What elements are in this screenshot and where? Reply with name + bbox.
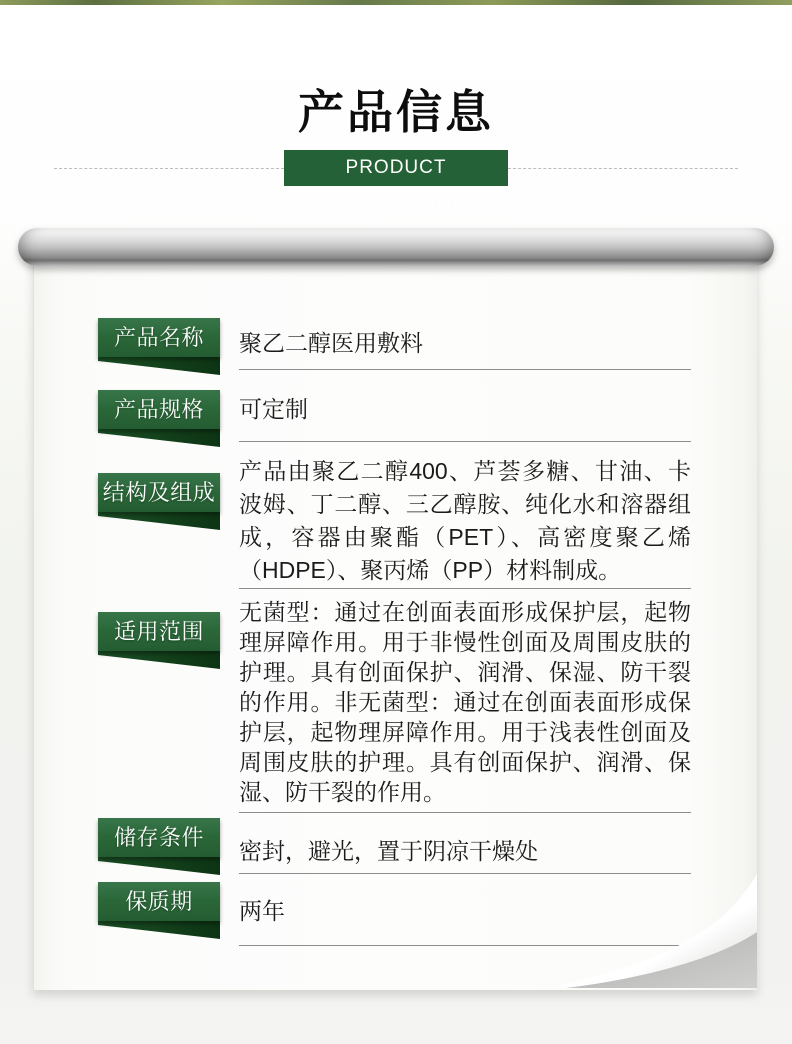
- subtitle-row: [54, 150, 738, 214]
- label-badge-application-scope: [98, 612, 220, 670]
- label-text: 结构及组成: [98, 473, 220, 512]
- label-badge-storage-conditions: [98, 818, 220, 876]
- badge-fold: [98, 356, 220, 375]
- dashed-line-right: [508, 168, 738, 169]
- value-application-scope: 无菌型：通过在创面表面形成保护层，起物理屏障作用。用于非慢性创面及周围皮肤的护理。具有创面保护、润滑、保湿、防干裂的作用。非无菌型：通过在创面表面形成保护层，起物理屏障作用。用于浅表性创面及周围皮肤的护理。具有创面保护、润滑、保湿、防干裂的作用。: [239, 597, 691, 813]
- label-badge-product-spec: [98, 390, 220, 448]
- value-composition: 产品由聚乙二醇400、芦荟多糖、甘油、卡波姆、丁二醇、三乙醇胺、纯化水和溶器组成，容器由聚酯（PET）、高密度聚乙烯（HDPE）、聚丙烯（PP）材料制成。: [239, 455, 691, 589]
- label-text: 产品规格: [98, 390, 220, 429]
- badge-fold: [98, 650, 220, 669]
- value-storage-conditions: 密封，避光，置于阴凉干燥处: [239, 838, 691, 874]
- badge-fold: [98, 856, 220, 875]
- label-text: 保质期: [98, 882, 220, 921]
- value-product-spec: 可定制: [239, 396, 691, 442]
- paper-roll-top: [18, 228, 774, 266]
- value-product-name: 聚乙二醇医用敷料: [239, 330, 691, 370]
- badge-fold: [98, 428, 220, 447]
- label-text: 适用范围: [98, 612, 220, 651]
- subtitle-badge: PRODUCT INFORMATION: [284, 150, 508, 186]
- label-badge-composition: [98, 473, 220, 531]
- page-title: 产品信息: [298, 86, 494, 138]
- label-badge-shelf-life: [98, 882, 220, 940]
- paper-sheet: [33, 250, 757, 990]
- page-curl: [557, 870, 757, 990]
- badge-fold: [98, 511, 220, 530]
- dashed-line-left: [54, 168, 284, 169]
- label-badge-product-name: [98, 318, 220, 376]
- top-accent-strip: [0, 0, 792, 5]
- label-text: 储存条件: [98, 818, 220, 857]
- value-shelf-life: 两年: [239, 898, 691, 946]
- badge-fold: [98, 920, 220, 939]
- label-text: 产品名称: [98, 318, 220, 357]
